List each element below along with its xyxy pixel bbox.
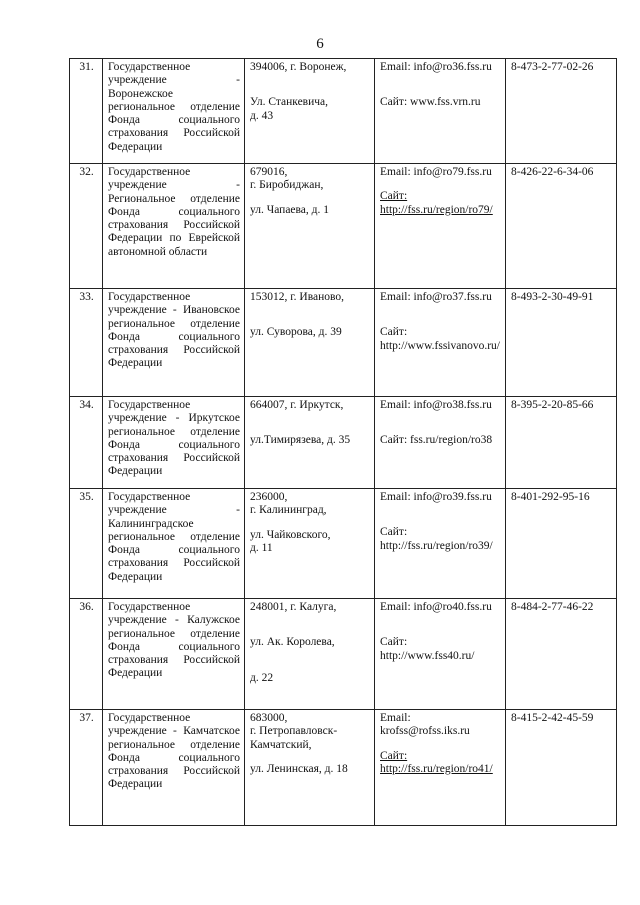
- address-line: д. 11: [250, 541, 273, 554]
- address-line: 236000,: [250, 491, 288, 503]
- address-line: д. 22: [250, 671, 274, 684]
- email-text: Email: info@ro79.fss.ru: [380, 166, 492, 178]
- address-line: Ул. Станкевича,: [250, 96, 329, 109]
- email-text: Email: info@ro37.fss.ru: [380, 291, 492, 303]
- row-number: 35.: [70, 489, 103, 599]
- email-text: Email: info@ro36.fss.ru: [380, 61, 492, 73]
- site-label: Сайт:: [380, 749, 408, 762]
- organization-name: Государственное учреждение - Иркутское региональное отделение Фонда социального страхования Российской Федерации: [103, 397, 245, 489]
- address-cell: [245, 489, 375, 599]
- site-text: Сайт: www.fss.vrn.ru: [380, 96, 481, 109]
- address-line: ул. Ак. Королева,: [250, 636, 335, 649]
- phone-number: 8-473-2-77-02-26: [506, 59, 617, 164]
- address-line: г. Петропавловск-Камчатский,: [250, 725, 338, 751]
- contacts-cell: [375, 599, 506, 710]
- table-row: [70, 59, 617, 164]
- email-text: Email: info@ro40.fss.ru: [380, 601, 492, 613]
- address-line: 683000,: [250, 712, 288, 724]
- site-text: Сайт: fss.ru/region/ro38: [380, 434, 493, 447]
- contacts-cell: [375, 489, 506, 599]
- address-line: ул. Чайковского,: [250, 528, 331, 541]
- organization-name: Государственное учреждение - Калужское региональное отделение Фонда социального страхования Российской Федерации: [103, 599, 245, 710]
- address-cell: [245, 710, 375, 826]
- email-label: Email:: [380, 712, 411, 724]
- table-row: [70, 397, 617, 489]
- site-label: Сайт:: [380, 190, 408, 203]
- address-line: г. Калининград,: [250, 504, 327, 517]
- contacts-cell: [375, 164, 506, 289]
- fss-branches-table: [69, 58, 617, 826]
- site-link[interactable]: http://fss.ru/region/ro41/: [380, 762, 493, 775]
- page-number: 6: [316, 36, 324, 52]
- address-line: ул. Ленинская, д. 18: [250, 762, 348, 775]
- email-text: Email: info@ro38.fss.ru: [380, 399, 492, 411]
- site-label: Сайт:: [380, 636, 408, 649]
- phone-number: 8-395-2-20-85-66: [506, 397, 617, 489]
- email-text: Email: info@ro39.fss.ru: [380, 491, 492, 503]
- address-cell: [245, 59, 375, 164]
- address-cell: [245, 164, 375, 289]
- site-link[interactable]: http://fss.ru/region/ro79/: [380, 203, 493, 216]
- address-line: г. Биробиджан,: [250, 179, 324, 192]
- row-number: 33.: [70, 289, 103, 397]
- address-cell: [245, 289, 375, 397]
- address-line: ул.Тимирязева, д. 35: [250, 434, 351, 447]
- address-line: 248001, г. Калуга,: [250, 601, 337, 613]
- row-number: 34.: [70, 397, 103, 489]
- table-row: [70, 710, 617, 826]
- row-number: 31.: [70, 59, 103, 164]
- address-line: ул. Суворова, д. 39: [250, 326, 342, 339]
- email-text: krofss@rofss.iks.ru: [380, 725, 470, 738]
- table-row: [70, 489, 617, 599]
- contacts-cell: [375, 710, 506, 826]
- address-line: 153012, г. Иваново,: [250, 291, 344, 303]
- phone-number: 8-493-2-30-49-91: [506, 289, 617, 397]
- site-link[interactable]: http://www.fss40.ru/: [380, 649, 475, 662]
- address-cell: [245, 397, 375, 489]
- address-line: 679016,: [250, 166, 288, 178]
- organization-name: Государственное учреждение - Калининградское региональное отделение Фонда социального страхования Российской Федерации: [103, 489, 245, 599]
- organization-name: Государственное учреждение - Ивановское региональное отделение Фонда социального страхования Российской Федерации: [103, 289, 245, 397]
- site-link[interactable]: http://www.fssivanovo.ru/: [380, 339, 500, 352]
- organization-name: Государственное учреждение - Региональное отделение Фонда социального страхования Российской Федерации по Еврейской автономной области: [103, 164, 245, 289]
- site-label: Сайт:: [380, 526, 408, 539]
- table-row: [70, 289, 617, 397]
- site-link[interactable]: http://fss.ru/region/ro39/: [380, 539, 493, 552]
- row-number: 36.: [70, 599, 103, 710]
- address-line: 664007, г. Иркутск,: [250, 399, 344, 411]
- row-number: 37.: [70, 710, 103, 826]
- row-number: 32.: [70, 164, 103, 289]
- contacts-cell: [375, 397, 506, 489]
- organization-name: Государственное учреждение - Камчатское региональное отделение Фонда социального страхования Российской Федерации: [103, 710, 245, 826]
- phone-number: 8-415-2-42-45-59: [506, 710, 617, 826]
- phone-number: 8-401-292-95-16: [506, 489, 617, 599]
- address-line: 394006, г. Воронеж,: [250, 61, 347, 73]
- address-line: д. 43: [250, 109, 274, 122]
- table-row: [70, 164, 617, 289]
- site-label: Сайт:: [380, 326, 408, 339]
- address-line: ул. Чапаева, д. 1: [250, 203, 330, 216]
- table-row: [70, 599, 617, 710]
- organization-name: Государственное учреждение - Воронежское региональное отделение Фонда социального страхования Российской Федерации: [103, 59, 245, 164]
- phone-number: 8-426-22-6-34-06: [506, 164, 617, 289]
- phone-number: 8-484-2-77-46-22: [506, 599, 617, 710]
- contacts-cell: [375, 289, 506, 397]
- address-cell: [245, 599, 375, 710]
- contacts-cell: [375, 59, 506, 164]
